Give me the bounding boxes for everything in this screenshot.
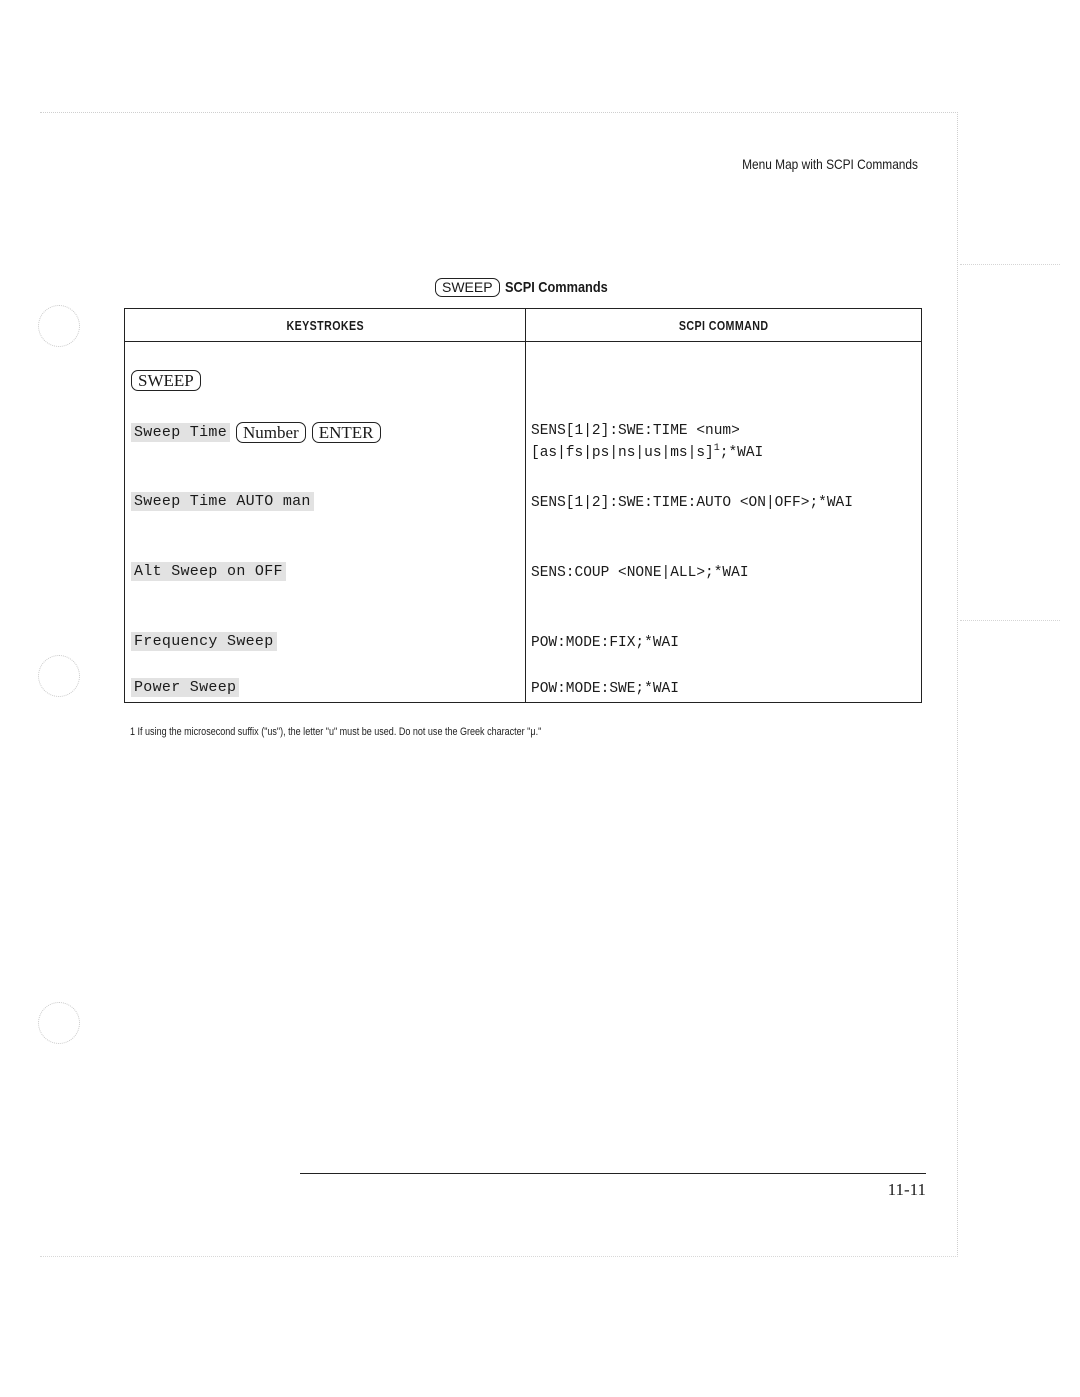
caption-text: SCPI Commands xyxy=(504,279,608,296)
sweep-key-label: SWEEP xyxy=(435,278,500,297)
scpi-command-suffix: $[as|fs|ps|ns|us|ms|s]^1;*WAI$ xyxy=(531,442,764,461)
sweep-hardkey: SWEEP xyxy=(131,370,201,391)
scpi-command: SENS[1|2]:SWE:TIME <num> xyxy=(531,422,740,439)
scpi-command: POW:MODE:SWE;*WAI xyxy=(531,680,679,697)
table-caption xyxy=(435,278,625,297)
table-row xyxy=(125,482,922,552)
scpi-command: POW:MODE:FIX;*WAI xyxy=(531,634,679,651)
scan-border-right xyxy=(957,112,958,1257)
binder-hole xyxy=(38,655,80,697)
binder-hole xyxy=(38,305,80,347)
header-scpi-command: SCPI COMMAND xyxy=(526,309,922,342)
table-row xyxy=(125,622,922,674)
binder-hole xyxy=(38,1002,80,1044)
scan-border-top xyxy=(40,112,958,113)
running-head: Menu Map with SCPI Commands xyxy=(742,156,918,172)
footnote: 1 If using the microsecond suffix ("us"), the letter "u" must be used. Do not use the Greek character "μ." xyxy=(130,726,542,738)
number-hardkey: Number xyxy=(236,422,306,443)
table-row xyxy=(125,674,922,703)
table-row xyxy=(125,342,922,412)
header-keystrokes: KEYSTROKES xyxy=(125,309,526,342)
softkey-frequency-sweep: Frequency Sweep xyxy=(131,632,277,651)
page-number: 11-11 xyxy=(887,1180,926,1199)
enter-hardkey: ENTER xyxy=(312,422,381,443)
softkey-power-sweep: Power Sweep xyxy=(131,678,239,697)
table-row xyxy=(125,552,922,622)
scan-border-bottom xyxy=(40,1256,958,1257)
softkey-sweep-time-auto: Sweep Time AUTO man xyxy=(131,492,314,511)
softkey-alt-sweep: Alt Sweep on OFF xyxy=(131,562,286,581)
softkey-sweep-time: Sweep Time xyxy=(131,423,230,442)
scan-mark xyxy=(960,264,1060,265)
scpi-command-table xyxy=(124,308,922,703)
scan-mark xyxy=(960,620,1060,621)
table-row xyxy=(125,412,922,482)
scpi-command: SENS[1|2]:SWE:TIME:AUTO <ON|OFF>;*WAI xyxy=(531,494,853,511)
footer-rule xyxy=(300,1173,926,1174)
scpi-command: SENS:COUP <NONE|ALL>;*WAI xyxy=(531,564,749,581)
